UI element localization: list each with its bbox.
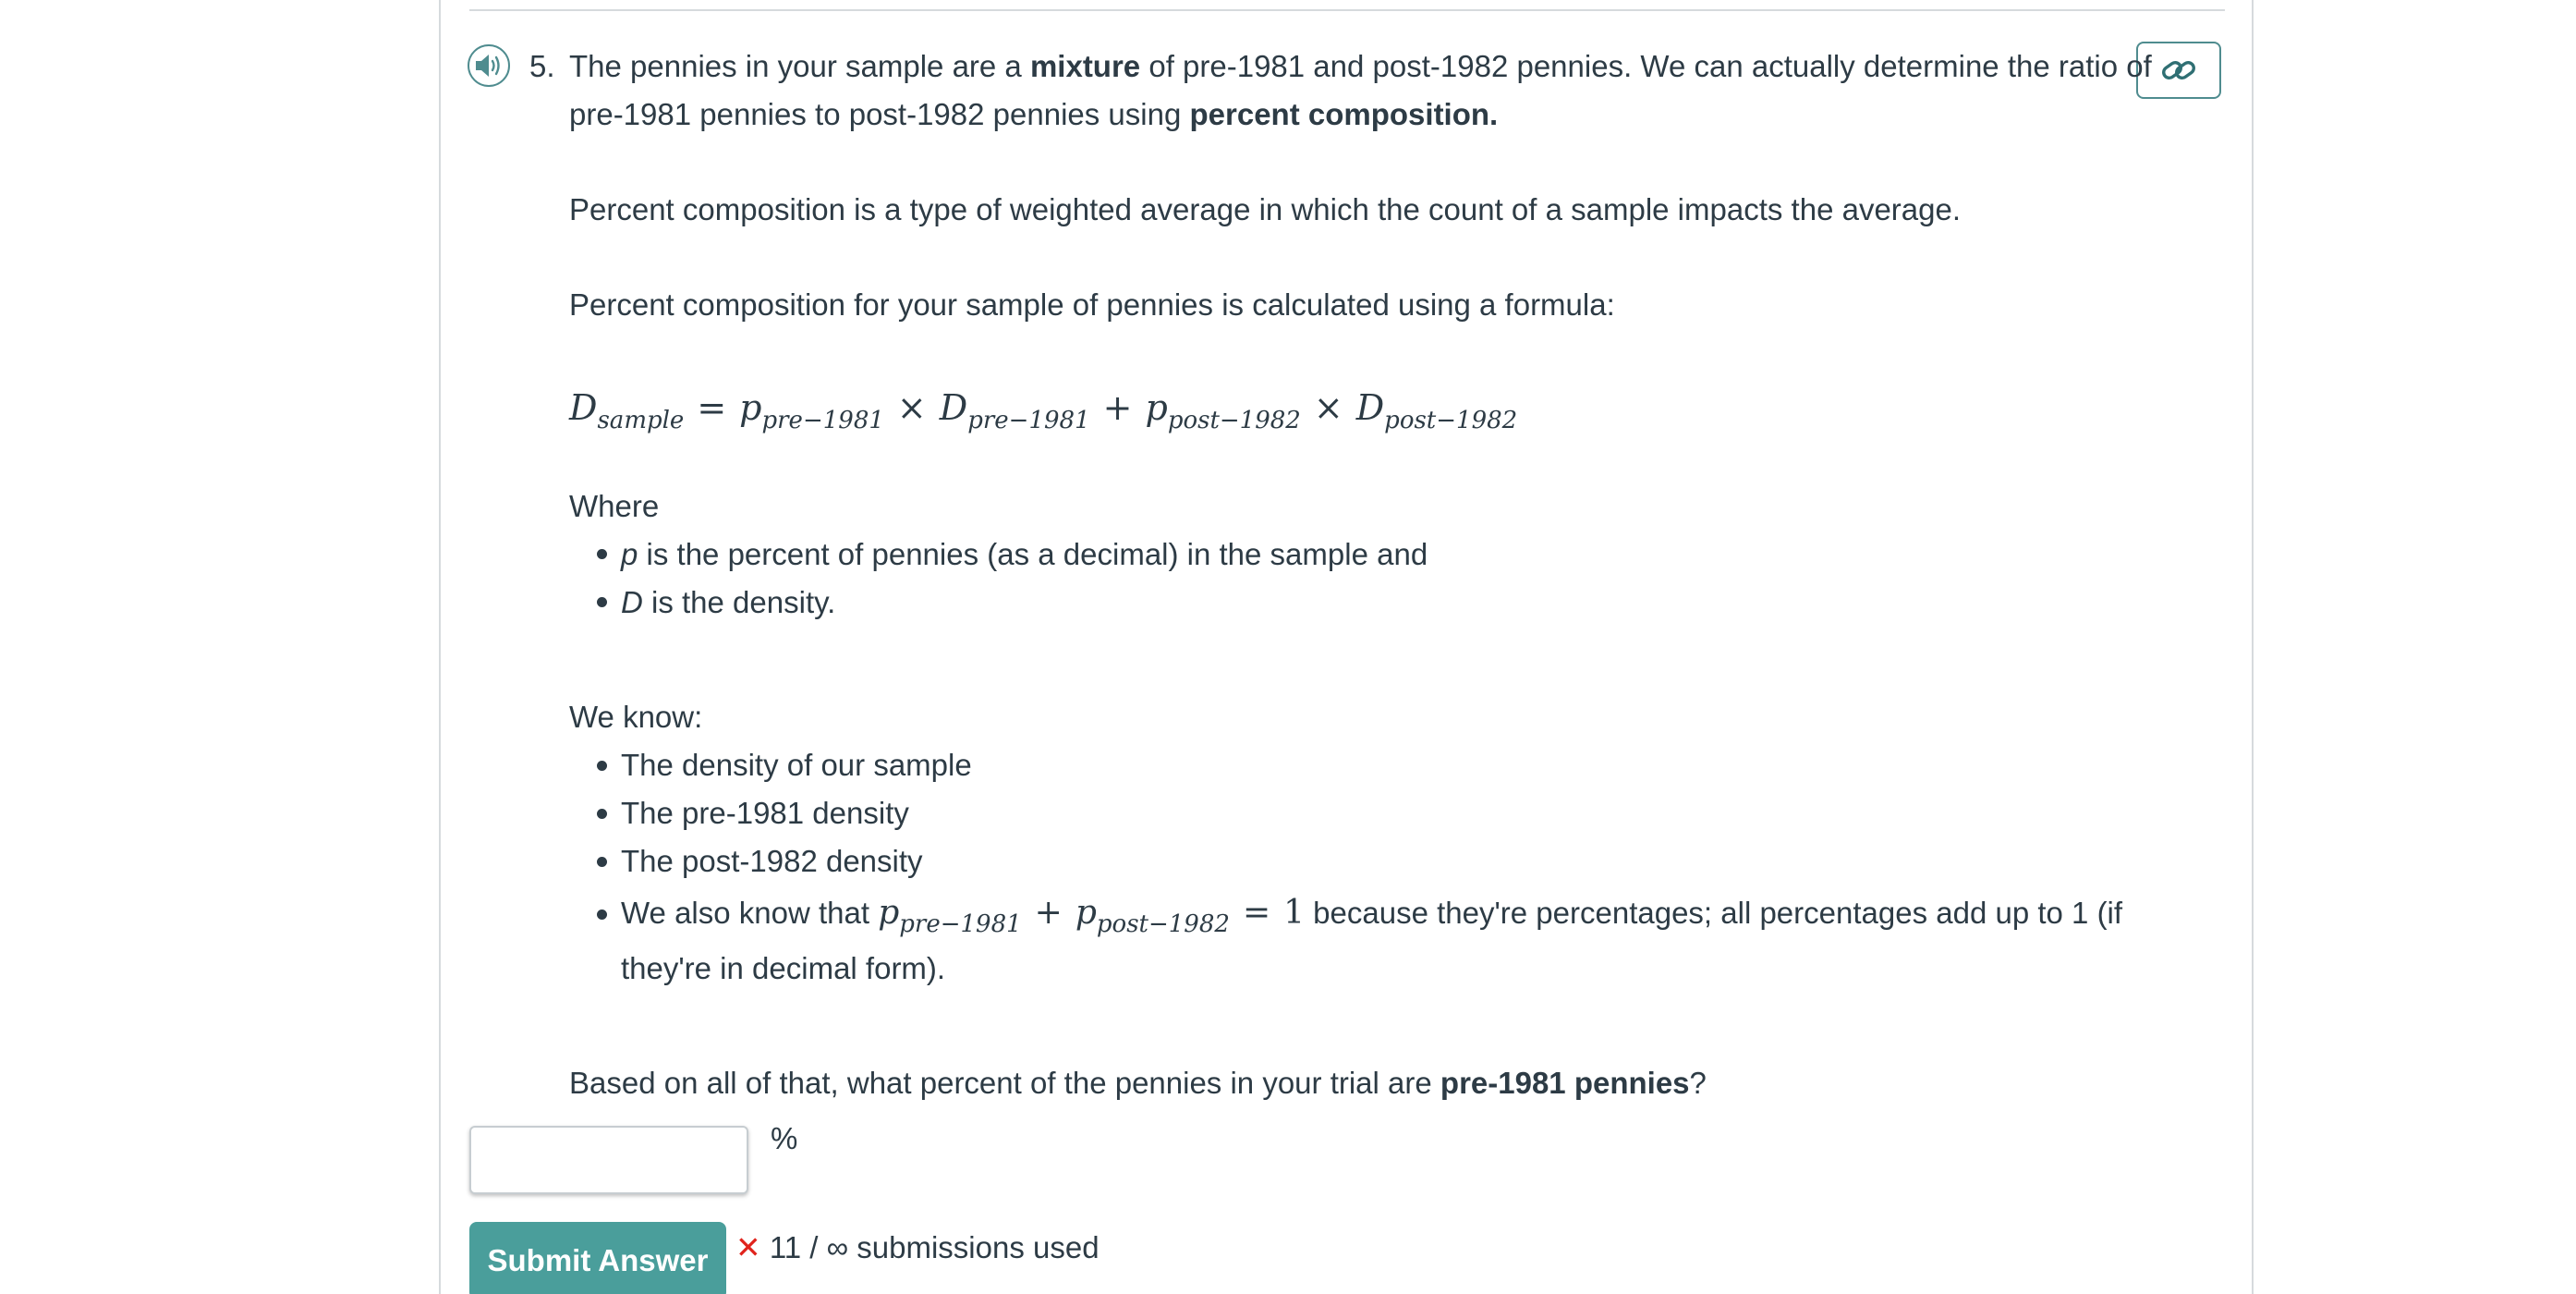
submit-answer-button[interactable]: Submit Answer: [469, 1222, 726, 1294]
audio-button[interactable]: [468, 44, 510, 87]
bullet-dot: [597, 597, 607, 607]
formula-D-post: D: [1355, 387, 1385, 428]
know-sum-line-2: they're in decimal form).: [621, 951, 946, 985]
where-text-D: is the density.: [642, 585, 836, 619]
formula-D-pre: D: [939, 387, 968, 428]
know-sum-prefix: We also know that: [621, 896, 879, 930]
where-var-p: p: [621, 537, 638, 571]
density-formula: [569, 384, 1517, 445]
formula-sub-pre-2: pre−1981: [967, 407, 1090, 434]
sum-p-pre: p: [878, 894, 900, 932]
prompt-text-2: ?: [1689, 1066, 1707, 1100]
where-text-p: is the percent of pennies (as a decimal) in the sample and: [638, 537, 1428, 571]
know-item-sample-density: The density of our sample: [621, 748, 972, 782]
intro-line-2: [569, 91, 1498, 139]
formula-equals: =: [697, 387, 727, 428]
sum-one: 1: [1283, 894, 1306, 932]
know-label: We know:: [569, 700, 703, 734]
bullet-dot: [597, 809, 607, 819]
prompt-text-1: Based on all of that, what percent of the pennies in your trial are: [569, 1066, 1440, 1100]
sum-sub-post: post−1982: [1096, 910, 1230, 938]
bullet-dot: [597, 909, 607, 920]
question-prompt: [569, 1059, 1707, 1107]
bullet-dot: [597, 761, 607, 771]
formula-sub-sample: sample: [597, 407, 685, 434]
answer-input[interactable]: [469, 1126, 748, 1194]
know-item-pre-density: The pre-1981 density: [621, 796, 909, 830]
intro-text-2: of pre-1981 and post-1982 pennies. We can actually determine the ratio of: [1140, 49, 2152, 83]
bullet-dot: [597, 857, 607, 867]
where-item-p: [621, 531, 1428, 579]
formula-sub-pre-1: pre−1981: [761, 407, 884, 434]
know-item-sum: [621, 889, 2122, 948]
formula-D-sample: D: [569, 387, 598, 428]
percent-unit: %: [771, 1121, 798, 1155]
know-item-post-density: The post-1982 density: [621, 844, 923, 878]
intro-text-3: pre-1981 pennies to post-1982 pennies using: [569, 97, 1190, 131]
formula-plus: +: [1102, 387, 1133, 428]
question-number: 5.: [529, 49, 555, 83]
sum-plus: +: [1034, 894, 1063, 932]
formula-sub-post-1: post−1982: [1167, 407, 1301, 434]
formula-p-pre: p: [739, 387, 762, 428]
where-label: Where: [569, 489, 660, 523]
speaker-icon: [473, 52, 504, 79]
bullet-dot: [597, 549, 607, 559]
error-x-icon: ✕: [735, 1230, 761, 1264]
intro-bold-mixture: mixture: [1029, 49, 1141, 83]
intro-bold-percent-composition: percent composition.: [1189, 97, 1499, 131]
divider: [469, 9, 2225, 11]
sum-p-post: p: [1075, 894, 1097, 932]
link-icon: [2159, 54, 2198, 87]
submissions-used-text: 11 / ∞ submissions used: [760, 1230, 1100, 1264]
intro-text-1: The pennies in your sample are a: [569, 49, 1030, 83]
know-sum-suffix: because they're percentages; all percentages add up to 1 (if: [1305, 896, 2123, 930]
submission-status: [735, 1224, 1100, 1272]
formula-sub-post-2: post−1982: [1384, 407, 1518, 434]
formula-intro-text: Percent composition for your sample of pennies is calculated using a formula:: [569, 287, 1615, 322]
where-item-D: [621, 579, 835, 627]
intro-line-1: [569, 43, 2152, 91]
sum-sub-pre: pre−1981: [899, 910, 1022, 938]
formula-times-2: ×: [1313, 387, 1343, 428]
sum-equals: =: [1242, 894, 1271, 932]
formula-times-1: ×: [896, 387, 927, 428]
prompt-bold: pre-1981 pennies: [1440, 1066, 1690, 1100]
definition-text: Percent composition is a type of weighted average in which the count of a sample impacts the average.: [569, 192, 1962, 226]
sum-formula: [878, 894, 1306, 938]
where-var-D: D: [621, 585, 643, 619]
formula-p-post: p: [1145, 387, 1168, 428]
